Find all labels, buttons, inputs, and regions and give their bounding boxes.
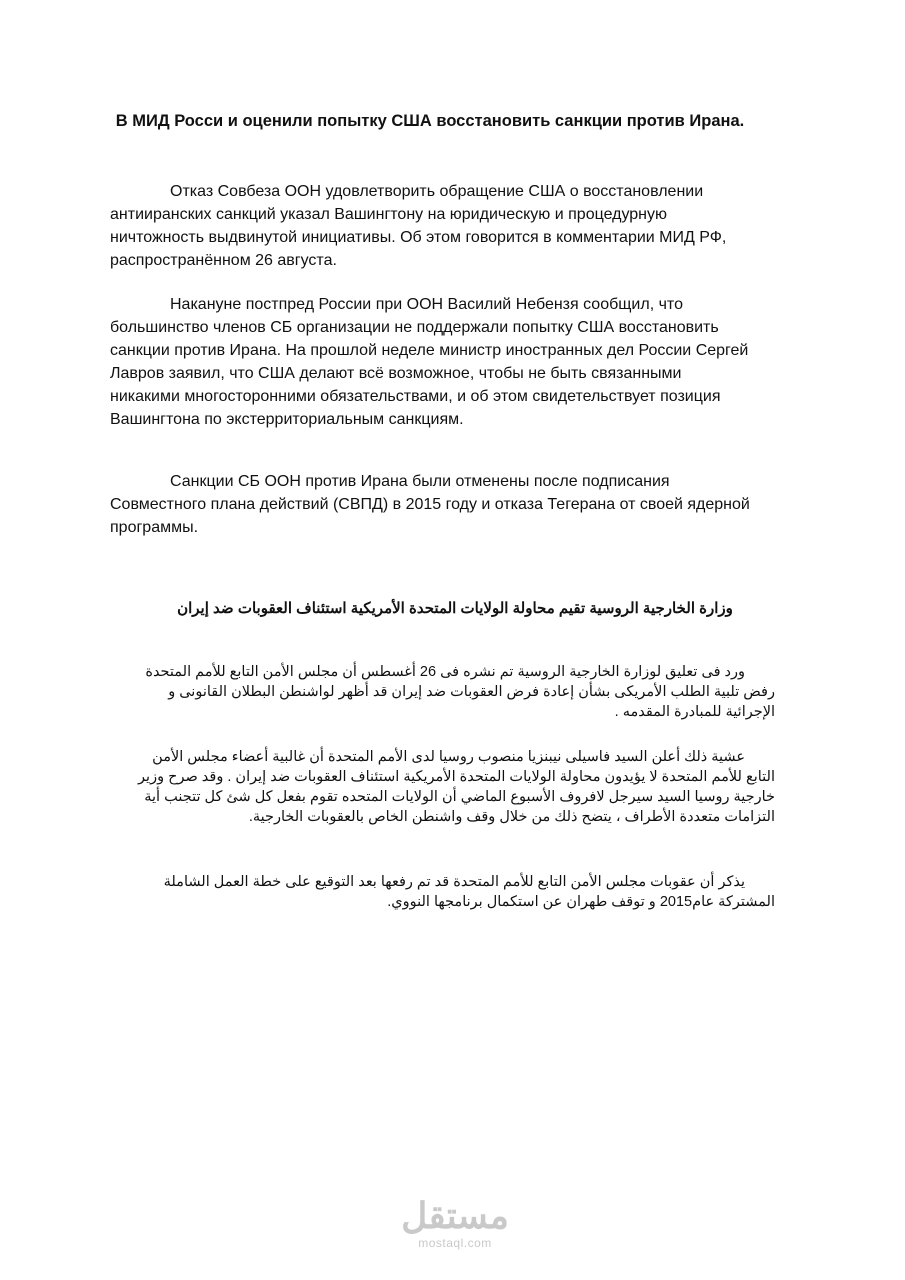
mostaql-watermark [395,1196,515,1256]
russian-paragraph-2: Накануне постпред России при ООН Василий Небензя сообщил, что большинство членов СБ организации не поддержали попытку США восстановить санкции против Ирана. На прошлой неделе министр иностранных дел России Сергей Лавров заявил, что США делают всё возможное, чтобы не быть связанными никакими многосторонними обязательствами, и об этом свидетельствует позиция Вашингтона по экстерриториальным санкциям. [110,296,749,428]
arabic-title: وزارة الخارجية الروسية تقيم محاولة الولايات المتحدة الأمريكية استئناف العقوبات ضد إيران [177,600,733,617]
mostaql-logo: مستقل [401,1195,509,1236]
russian-title: В МИД Росси и оценили попытку США восстановить санкции против Ирана. [115,112,745,130]
russian-paragraph-1: Отказ Совбеза ООН удовлетворить обращение США о восстановлении антииранских санкций указал Вашингтону на юридическую и процедурную ничтожность выдвинутой инициативы. Об этом говорится в комментарии МИД РФ, распространённом 26 августа. [110,183,727,269]
arabic-paragraph-3: يذكر أن عقوبات مجلس الأمن التابع للأمم المتحدة قد تم رفعها بعد التوقيع على خطة العمل الشاملة المشتركة عام2015 و توقف طهران عن استكمال برنامجها النووي. [163,874,775,910]
mostaql-domain: mostaql.com [418,1236,492,1250]
arabic-paragraph-2: عشية ذلك أعلن السيد فاسيلى نيبنزيا منصوب روسيا لدى الأمم المتحدة أن غالبية أعضاء مجلس الأمن التابع للأمم المتحدة لا يؤيدون محاولة الولايات المتحدة الأمريكية استئناف العقوبات ضد إيران . وقد صرح وزير خارجية روسيا السيد سيرجل لافروف الأسبوع الماضي أن الولايات المتحده تقوم بفعل كل شئ كل تتجنب أية التزامات متعددة الأطراف ، يتضح ذلك من خلال وقف واشنطن الخاص بالعقوبات الخارجية. [138,749,775,825]
russian-paragraph-3: Санкции СБ ООН против Ирана были отменены после подписания Совместного плана действий (СВПД) в 2015 году и отказа Тегерана от своей ядерной программы. [110,473,750,536]
arabic-paragraph-1: ورد فى تعليق لوزارة الخارجية الروسية تم نشره فى 26 أغسطس أن مجلس الأمن التابع للأمم المتحدة رفض تلبية الطلب الأمريكى بشأن إعادة فرض العقوبات ضد إيران قد أظهر لواشنطن البطلان القانونى و الإجرائية للمبادرة المقدمه . [145,664,775,720]
